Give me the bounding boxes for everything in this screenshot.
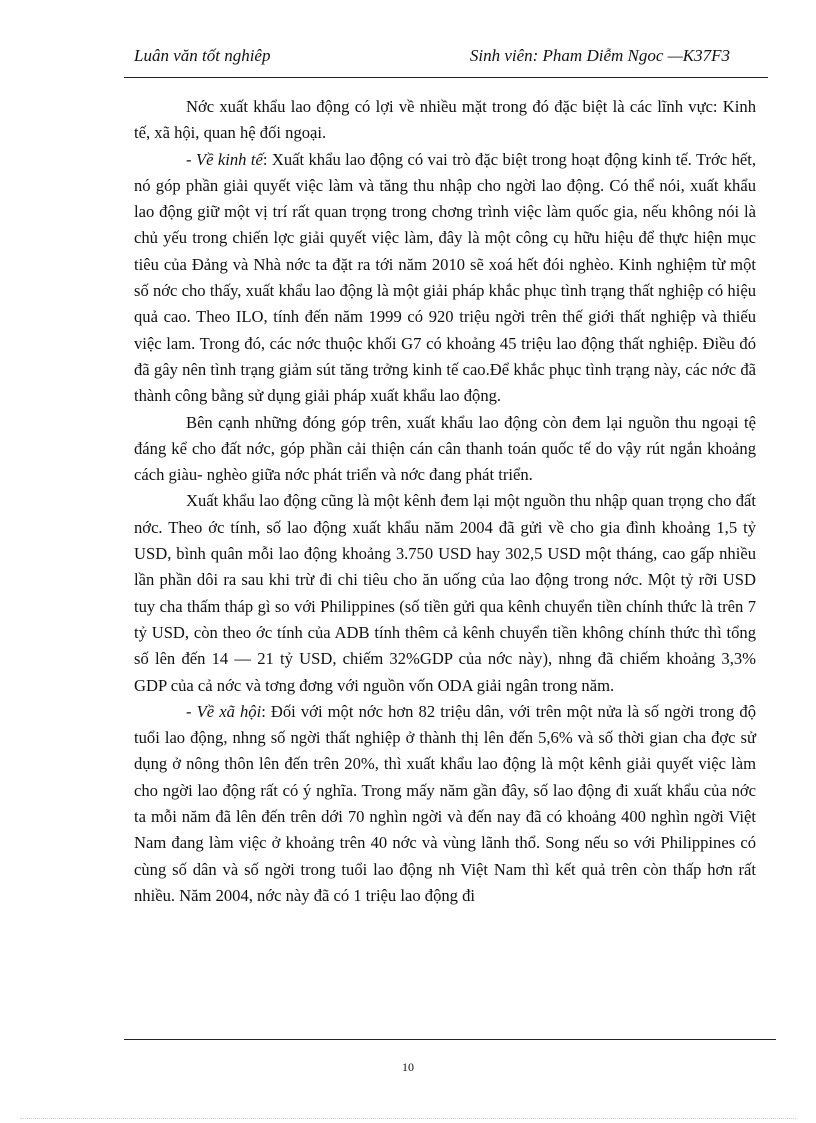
paragraph-income [134,488,756,698]
paragraph-lead: - [186,149,196,169]
paragraph-intro [134,94,756,147]
paragraph-text: Xuất khẩu lao động cũng là một kênh đem lại một nguồn thu nhập quan trọng cho đất nớc. Theo ớc tính, số lao động xuất khẩu năm 2004 đã gửi về cho gia đình khoảng 1,5 tỷ USD, bình quân mỗi lao động khoảng 3.750 USD hay 302,5 USD một tháng, cao gấp nhiều lần phần dôi ra sau khi trừ đi chi tiêu cho ăn uống của lao động trong nớc. Một tỷ rỡi USD tuy cha thấm tháp gì so với Philippines (số tiền gửi qua kênh chuyển tiền chính thức là trên 7 tỷ USD, còn theo ớc tính của ADB tính thêm cả kênh chuyển tiền không chính thức thì tổng số lên đến 14 — 21 tỷ USD, chiếm 32%GDP của nớc này), nhng đã chiếm khoảng 3,3% GDP của cả nớc và tơng đơng với nguồn vốn ODA giải ngân trong năm. [134,491,756,695]
section-label-social: Về xã hội [196,701,262,721]
header-rule [124,77,768,78]
page-break-line [20,1118,796,1119]
paragraph-economic [134,147,756,410]
section-label-economic: Về kinh tế [195,149,263,169]
paragraph-text: Bên cạnh những đóng góp trên, xuất khẩu lao động còn đem lại nguồn thu ngoại tệ đáng kể cho đất nớc, góp phần cải thiện cán cân thanh toán quốc tế do vậy rút ngắn khoảng cách giàu- nghèo giữa nớc phát triển và nớc đang phát triển. [134,412,756,485]
paragraph-text: Nớc xuất khẩu lao động có lợi về nhiều mặt trong đó đặc biệt là các lĩnh vực: Kinh tế, xã hội, quan hệ đối ngoại. [134,97,756,143]
paragraph-social [134,699,756,909]
footer-rule [124,1039,776,1040]
paragraph-lead: - [186,701,197,721]
paragraph-text: : Xuất khẩu lao động có vai trò đặc biệt trong hoạt động kinh tế. Trớc hết, nó góp phần giải quyết việc làm và tăng thu nhập cho ngời lao động. Có thể nói, xuất khẩu lao động giữ một vị trí rất quan trọng trong chơng trình việc làm quốc gia, nếu không nói là chủ yếu trong chiến lợc giải quyết việc làm, đây là một công cụ hữu hiệu để thực hiện mục tiêu của Đảng và Nhà nớc ta đặt ra tới năm 2010 sẽ xoá hết đói nghèo. Kinh nghiệm từ một số nớc cho thấy, xuất khẩu lao động là một giải pháp khắc phục tình trạng thất nghiệp có hiệu quả cao. Theo ILO, tính đến năm 1999 có 920 triệu ngời trên thế giới thất nghiệp và thiếu việc lam. Trong đó, các nớc thuộc khối G7 có khoảng 45 triệu lao động thất nghiệp. Điều đó đã gây nên tình trạng giảm sút tăng trởng kinh tế cao.Để khắc phục tình trạng này, các nớc đã thành công bằng sử dụng giải pháp xuất khẩu lao động. [134,149,756,406]
header-student-info: Sinh viên: Pham Diễm Ngoc —K37F3 [469,46,730,65]
body-text [134,94,756,909]
paragraph-text: : Đối với một nớc hơn 82 triệu dân, với trên một nửa là số ngời trong độ tuổi lao động, nhng số ngời thất nghiệp ở thành thị lên đến 5,6% và số thời gian cha đợc sử dụng ở nông thôn lên đến trên 20%, thì xuất khẩu lao động là một kênh giải quyết việc làm cho ngời lao động rất có ý nghĩa. Trong mấy năm gần đây, số lao động đi xuất khẩu của nớc ta mỗi năm đã lên đến trên dới 70 nghìn ngời và đến nay đã có khoảng 400 nghìn ngời Việt Nam đang làm việc ở khoảng trên 40 nớc và vùng lãnh thổ. Song nếu so với Philippines có cùng số dân và số ngời trong tuổi lao động nh Việt Nam thì kết quả trên còn thấp hơn rất nhiều. Năm 2004, nớc này đã có 1 triệu lao động đi [134,701,756,905]
paragraph-foreign-currency [134,410,756,489]
header-thesis-title: Luân văn tốt nghiêp [134,46,271,65]
page-header [134,46,730,74]
page-number: 10 [402,1060,414,1074]
